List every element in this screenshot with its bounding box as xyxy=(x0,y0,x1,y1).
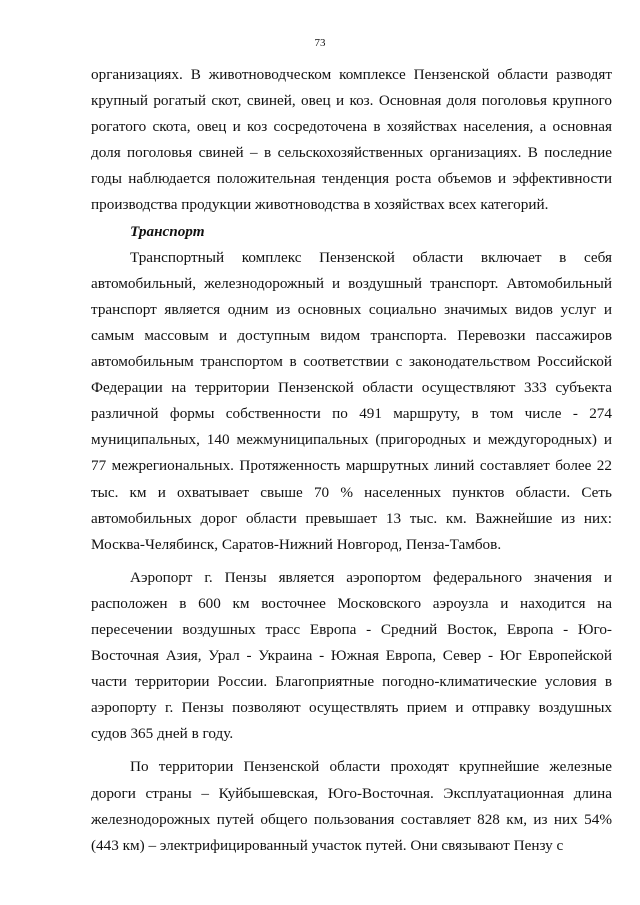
page-number: 73 xyxy=(314,37,326,49)
paragraph-airport: Аэропорт г. Пензы является аэропортом федерального значения и расположен в 600 км восточнее Московского аэроузла и находится на пересечении воздушных трасс Европа - Средний Восток, Европа - Юго-Восточная Азия, Урал - Украина - Южная Европа, Север - Юг Европейской части территории России. Благоприятные погодно-климатические условия в аэропорту г. Пензы позволяют осуществлять прием и отправку воздушных судов 365 дней в году. xyxy=(91,568,612,743)
paragraph-railways: По территории Пензенской области проходят крупнейшие железные дороги страны – Куйбышевская, Юго-Восточная. Эксплуатационная длина железнодорожных путей общего пользования составляет 828 км, из них 54% (443 км) – электрифицированный участок путей. Они связывают Пензу с xyxy=(91,758,612,854)
document-body xyxy=(91,62,612,859)
paragraph-livestock: организациях. В животноводческом комплексе Пензенской области разводят крупный рогатый скот, свиней, овец и коз. Основная доля поголовья крупного рогатого скота, овец и коз сосредоточена в хозяйствах населения, а основная доля поголовья свиней – в сельскохозяйственных организациях. В последние годы наблюдается положительная тенденция роста объемов и эффективности производства продукции животноводства в хозяйствах всех категорий. xyxy=(91,66,612,214)
section-heading-transport: Транспорт xyxy=(130,222,205,240)
paragraph-road-transport: Транспортный комплекс Пензенской области включает в себя автомобильный, железнодорожный и воздушный транспорт. Автомобильный транспорт является одним из основных социально значимых видов услуг и самым массовым и доступным видом транспорта. Перевозки пассажиров автомобильным транспортом в соответствии с законодательством Российской Федерации на территории Пензенской области осуществляют 333 субъекта различной формы собственности по 491 маршруту, в том числе - 274 муниципальных, 140 межмуниципальных (пригородных и междугородных) и 77 межрегиональных. Протяженность маршрутных линий составляет более 22 тыс. км и охватывает свыше 70 % населенных пунктов области. Сеть автомобильных дорог области превышает 13 тыс. км. Важнейшие из них: Москва-Челябинск, Саратов-Нижний Новгород, Пенза-Тамбов. xyxy=(91,248,612,553)
